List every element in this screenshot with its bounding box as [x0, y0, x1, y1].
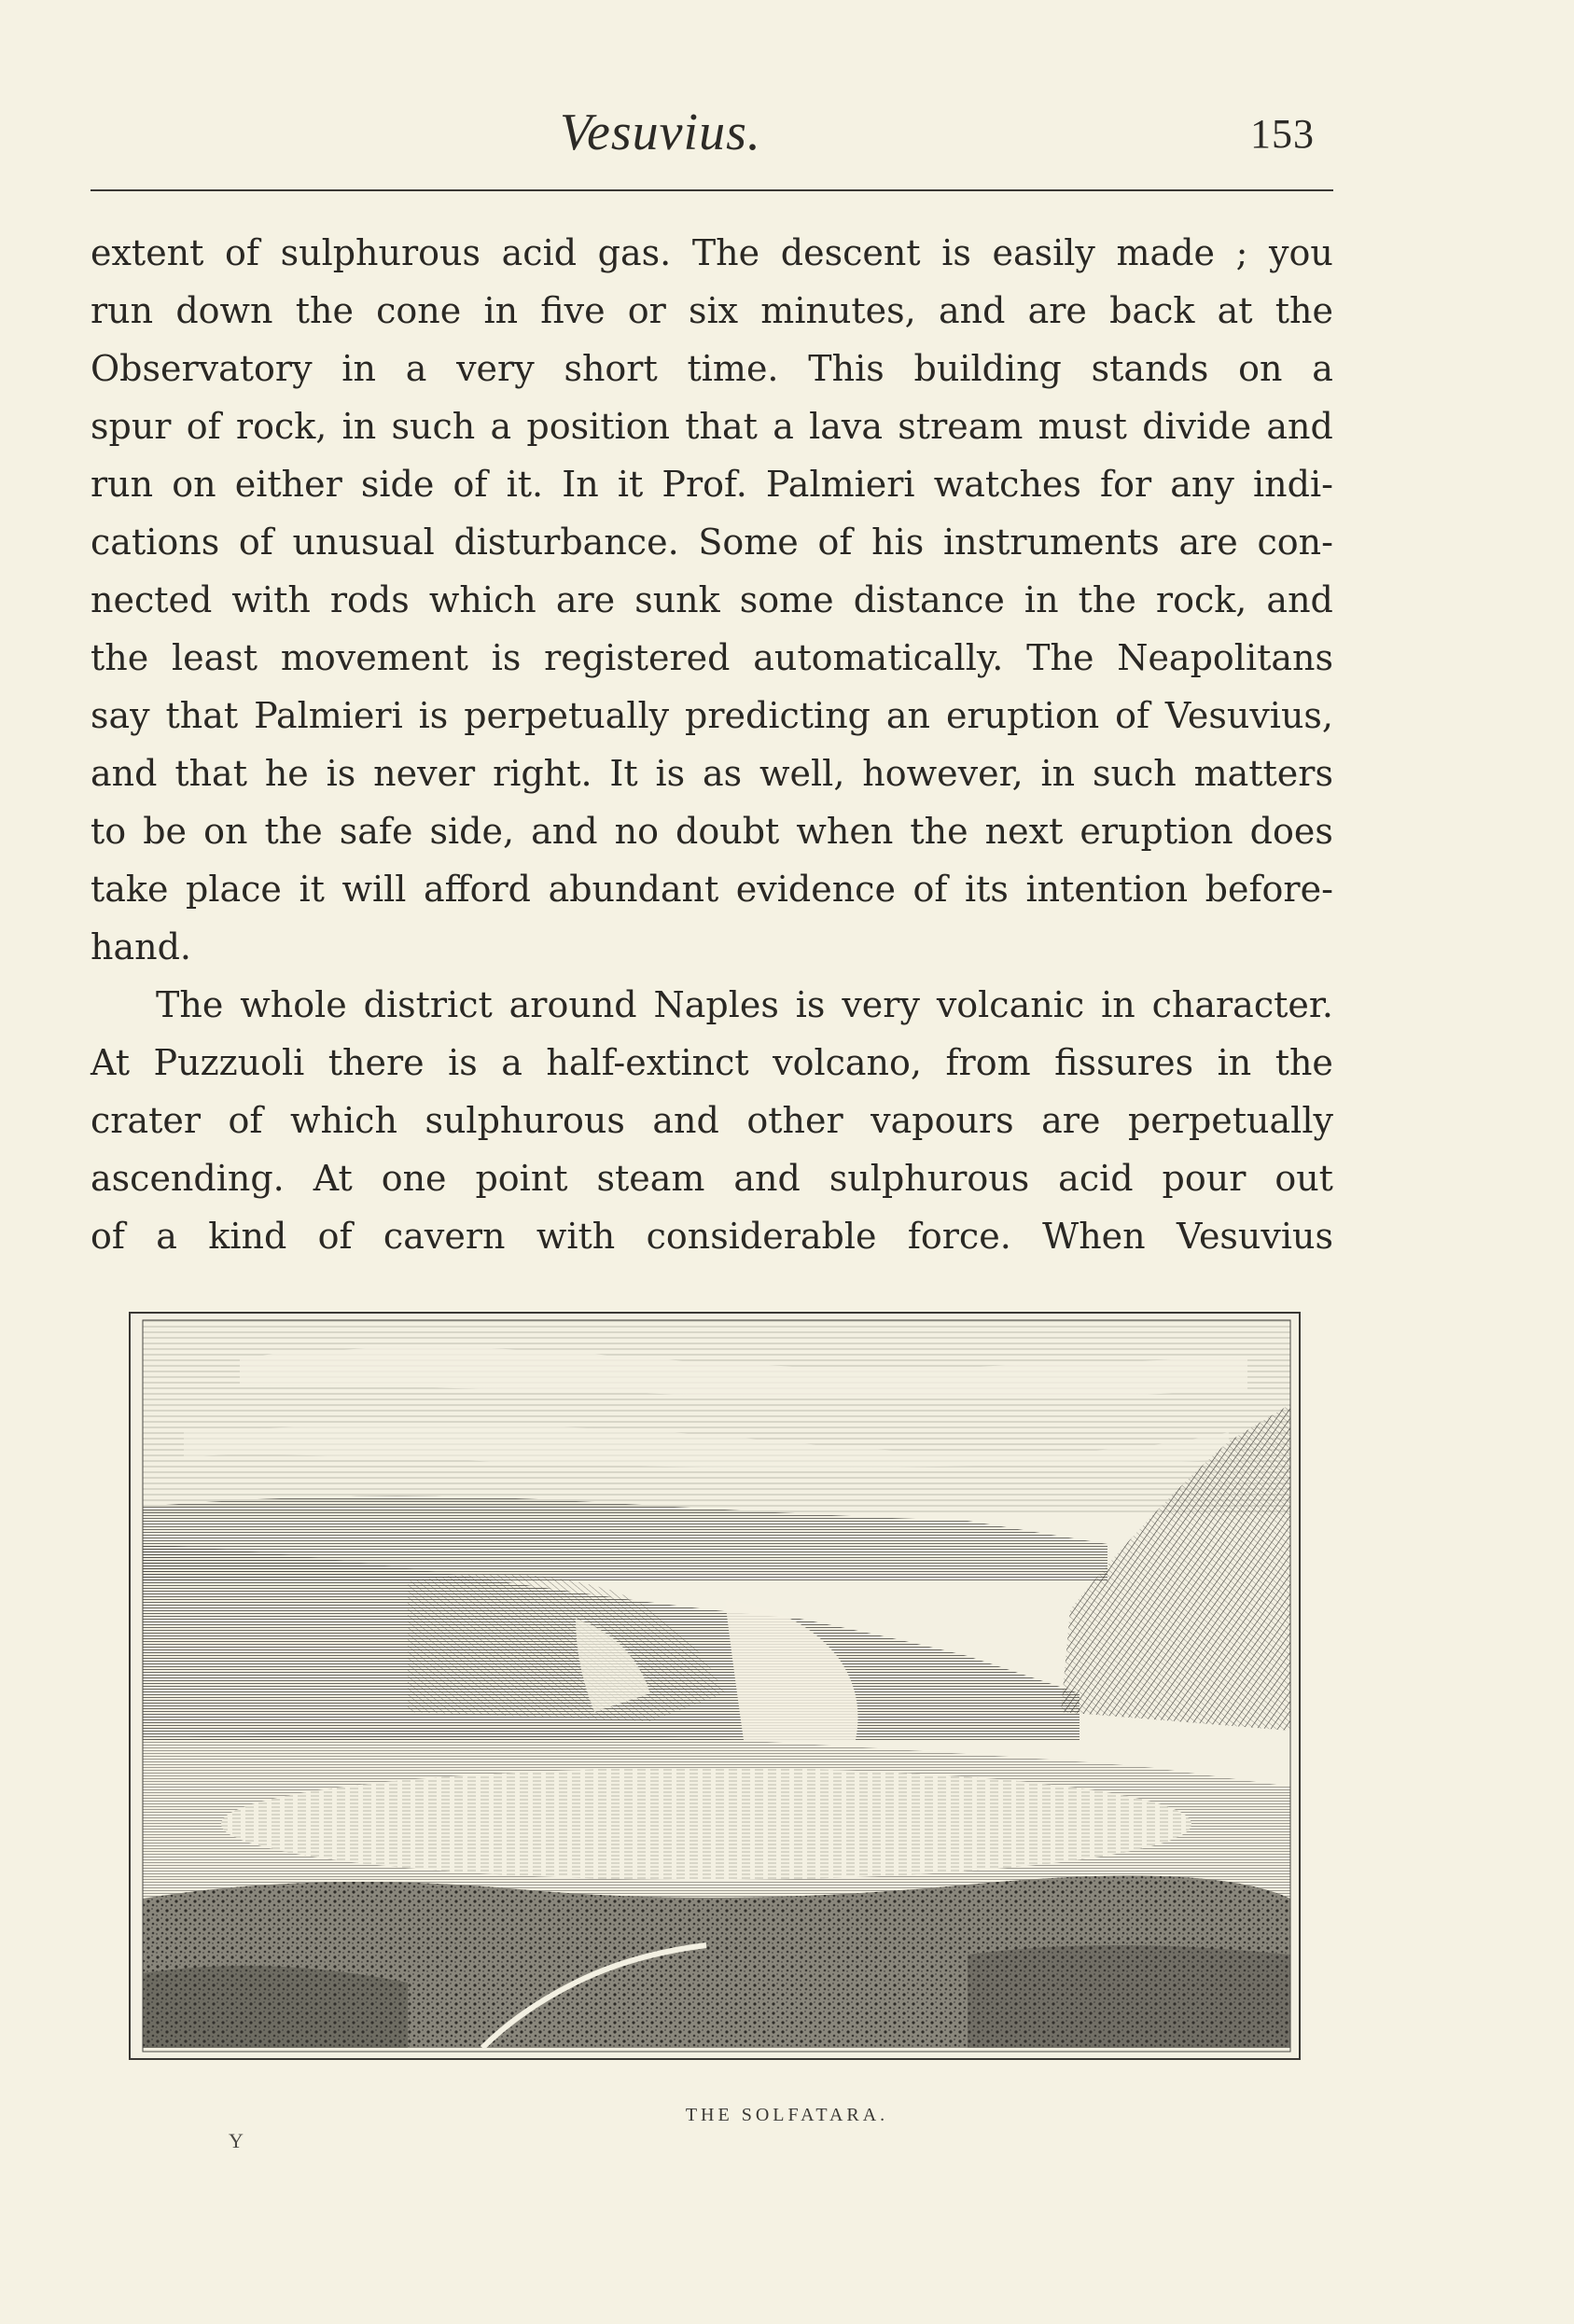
text-line: crater of which sulphurous and other vapours are perpetually: [91, 1100, 1333, 1141]
text-line: of a kind of cavern with considerable force. When Vesuvius: [91, 1216, 1333, 1257]
solfatara-engraving: [128, 1301, 1303, 2065]
text-line: extent of sulphurous acid gas. The descent is easily made ; you: [91, 232, 1333, 273]
text-line: say that Palmieri is perpetually predicting an eruption of Vesuvius,: [91, 695, 1333, 736]
running-header-title: Vesuvius.: [560, 104, 761, 161]
text-line: run down the cone in five or six minutes, and are back at the: [91, 290, 1333, 331]
engraving-image: [128, 1301, 1303, 2065]
text-line: The whole district around Naples is very volcanic in character.: [156, 984, 1333, 1025]
text-line: to be on the safe side, and no doubt when the next eruption does: [91, 811, 1333, 852]
signature-mark: Y: [229, 2129, 244, 2152]
text-line: Observatory in a very short time. This building stands on a: [91, 348, 1333, 389]
page-number: 153: [1250, 111, 1315, 157]
text-line: ascending. At one point steam and sulphurous acid pour out: [91, 1158, 1333, 1199]
text-line: hand.: [91, 926, 192, 967]
text-line: spur of rock, in such a position that a lava stream must divide and: [91, 406, 1333, 447]
text-line: the least movement is registered automatically. The Neapolitans: [91, 637, 1333, 678]
text-line: run on either side of it. In it Prof. Palmieri watches for any indi-: [91, 464, 1333, 505]
figure-caption: THE SOLFATARA.: [685, 2105, 889, 2125]
body-text: [91, 224, 1333, 1265]
text-line: take place it will afford abundant evidence of its intention before-: [91, 869, 1333, 910]
text-line: cations of unusual disturbance. Some of his instruments are con-: [91, 522, 1333, 563]
header-rule: [91, 189, 1333, 191]
text-line: nected with rods which are sunk some distance in the rock, and: [91, 579, 1333, 620]
text-line: and that he is never right. It is as well, however, in such matters: [91, 753, 1333, 794]
text-line: At Puzzuoli there is a half-extinct volcano, from fissures in the: [91, 1042, 1333, 1083]
